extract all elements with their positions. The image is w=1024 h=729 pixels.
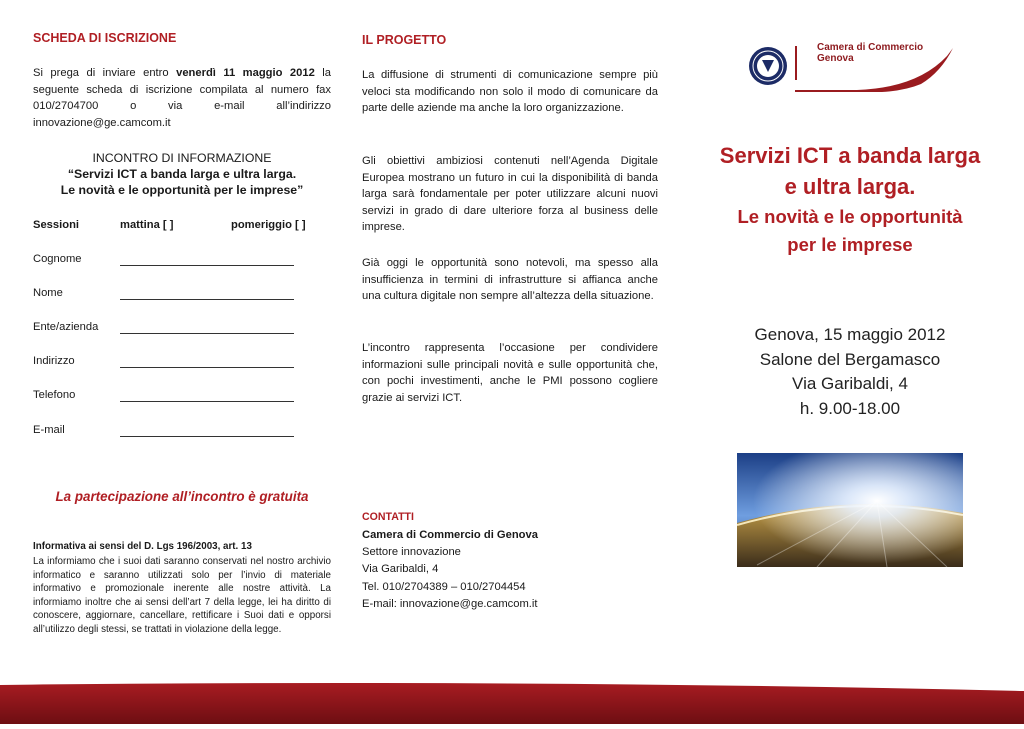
meeting-subtitle-1: “Servizi ICT a banda larga e ultra larga. bbox=[67, 167, 297, 182]
field-label: Cognome bbox=[33, 253, 82, 265]
sessions-label: Sessioni bbox=[33, 219, 80, 231]
field-ente-azienda bbox=[33, 321, 333, 337]
field-email bbox=[33, 424, 333, 440]
field-label: E-mail bbox=[33, 424, 65, 436]
field-cognome bbox=[33, 253, 333, 269]
intro-text-pre: Si prega di inviare entro bbox=[33, 67, 177, 79]
field-label: Nome bbox=[33, 287, 63, 299]
contacts-email-link[interactable]: E-mail: innovazione@ge.camcom.it bbox=[362, 597, 538, 610]
logo-line-2: Genova bbox=[817, 53, 854, 64]
intro-text-post: la seguente scheda di iscrizione compilata al numero fax 010/2704700 o via e-mail all’indirizzo innovazione@ge.camcom.it bbox=[33, 67, 331, 129]
contacts-line: Via Garibaldi, 4 bbox=[362, 563, 439, 576]
cover-subtitle-line-1: Le novità e le opportunità bbox=[737, 206, 963, 227]
project-paragraph-2: Gli obiettivi ambiziosi contenuti nell’Agenda Digitale Europea mostrano un futuro in cui la disponibilità di banda larga sarà fondamentale per poter utilizzare alcuni nuovi servizi in grado di dare ulteriore forza al business delle imprese. bbox=[362, 155, 658, 234]
event-address: Via Garibaldi, 4 bbox=[792, 374, 908, 393]
meeting-title: INCONTRO DI INFORMAZIONE bbox=[92, 151, 272, 165]
field-input-line[interactable] bbox=[120, 265, 294, 266]
field-label: Indirizzo bbox=[33, 355, 75, 367]
contacts-organization: Camera di Commercio di Genova bbox=[362, 529, 538, 541]
project-paragraph-1: La diffusione di strumenti di comunicazione sempre più veloci sta modificando non solo il modo di comunicare da parte delle aziende ma anche la loro organizzazione. bbox=[362, 69, 658, 115]
footer-wave-decoration bbox=[0, 681, 1024, 724]
contacts-line: Settore innovazione bbox=[362, 546, 461, 559]
field-input-line[interactable] bbox=[120, 299, 294, 300]
sessions-row bbox=[33, 219, 333, 235]
registration-intro bbox=[33, 65, 331, 131]
registration-heading: SCHEDA DI ISCRIZIONE bbox=[33, 31, 177, 45]
chamber-logo bbox=[747, 42, 955, 92]
footer-band bbox=[0, 681, 1024, 724]
cover-image bbox=[737, 453, 963, 567]
field-label: Telefono bbox=[33, 389, 76, 401]
contacts-block bbox=[362, 527, 658, 613]
cover-title bbox=[705, 140, 995, 202]
event-time: h. 9.00-18.00 bbox=[799, 398, 901, 418]
intro-deadline: venerdì 11 maggio 2012 bbox=[176, 67, 315, 79]
cover-subtitle-line-2: per le imprese bbox=[787, 234, 913, 255]
logo-text bbox=[817, 42, 923, 64]
earth-light-icon bbox=[737, 453, 963, 567]
meeting-subtitle-2: Le novità e le opportunità per le imprese” bbox=[60, 183, 304, 198]
cover-title-line-2: e ultra larga. bbox=[784, 174, 916, 199]
contacts-heading: CONTATTI bbox=[362, 511, 414, 523]
field-indirizzo bbox=[33, 355, 333, 371]
cover-subtitle bbox=[705, 203, 995, 259]
field-label: Ente/azienda bbox=[33, 321, 99, 333]
session-morning-checkbox[interactable]: mattina [ ] bbox=[120, 219, 174, 231]
event-details bbox=[705, 323, 995, 421]
field-input-line[interactable] bbox=[120, 401, 294, 402]
privacy-title: Informativa ai sensi del D. Lgs 196/2003, art. 13 bbox=[33, 541, 252, 552]
privacy-text: La informiamo che i suoi dati saranno conservati nel nostro archivio informatico e saranno utilizzati solo per l’invio di materiale informativo e promozionale inerente alle nostre attività. La informiamo inoltre che ai sensi dell’art 7 della legge, lei ha diritto di conoscere, aggiornare, cancellare, rettificare i Suoi dati e opporsi all’utilizzo degli stessi, se trattati in violazione della legge. bbox=[33, 556, 331, 635]
event-venue: Salone del Bergamasco bbox=[759, 349, 941, 369]
contacts-line: Tel. 010/2704389 – 010/2704454 bbox=[362, 580, 526, 593]
logo-line-1: Camera di Commercio bbox=[817, 42, 924, 53]
session-afternoon-checkbox[interactable]: pomeriggio [ ] bbox=[231, 219, 306, 231]
field-nome bbox=[33, 287, 333, 303]
project-heading: IL PROGETTO bbox=[362, 33, 447, 47]
free-participation-note: La partecipazione all’incontro è gratuita bbox=[55, 489, 309, 504]
project-paragraph-3: Già oggi le opportunità sono notevoli, ma spesso alla insufficienza in termini di infrastrutture si affianca anche una cultura digitale non sempre all’altezza della situazione. bbox=[362, 257, 658, 303]
event-date: Genova, 15 maggio 2012 bbox=[754, 325, 946, 344]
field-input-line[interactable] bbox=[120, 367, 294, 368]
meeting-block bbox=[33, 150, 331, 199]
cover-title-line-1: Servizi ICT a banda larga bbox=[719, 143, 981, 168]
project-paragraph-4: L’incontro rappresenta l’occasione per condividere informazioni sulle principali novità e sulle opportunità che, con pochi investimenti, anche le PMI possono cogliere grazie ai servizi ICT. bbox=[362, 342, 658, 404]
field-input-line[interactable] bbox=[120, 333, 294, 334]
field-input-line[interactable] bbox=[120, 436, 294, 437]
field-telefono bbox=[33, 389, 333, 405]
